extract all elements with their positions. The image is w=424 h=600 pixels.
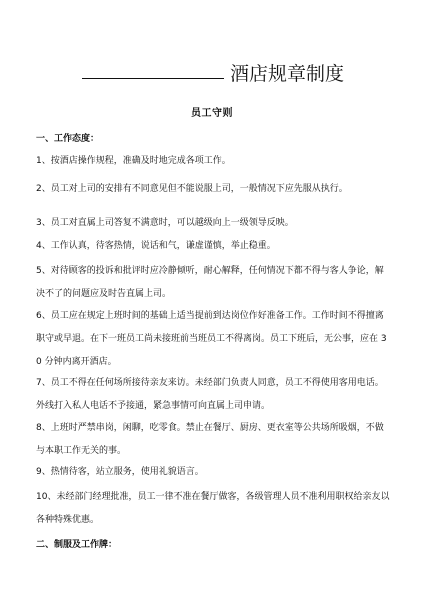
rule-item-2: 2、员工对上司的安排有不同意见但不能说服上司，一般情况下应先服从执行。 [36, 184, 348, 194]
page-title: 酒店规章制度 [230, 63, 345, 85]
rule-item-9: 9、热情待客，站立服务，使用礼貌语言。 [36, 467, 204, 477]
document-subtitle: 员工守则 [191, 108, 233, 119]
section-heading-uniform: 二、制服及工作牌： [36, 540, 118, 550]
rule-item-5: 5、对待顾客的投诉和批评时应冷静倾听，耐心解释，任何情况下都不得与客人争论，解决不了的问题应及时告直属上司。 [36, 266, 384, 299]
title-blank-underline [82, 77, 224, 79]
section-heading-work-attitude: 一、工作态度： [36, 134, 100, 144]
rule-item-7: 7、员工不得在任何场所接待亲友来访。未经部门负责人同意，员工不得使用客用电话。外线打入私人电话不予接通，紧急事情可向直属上司申请。 [36, 378, 384, 411]
rule-item-4: 4、工作认真，待客热情，说话和气，谦虚谨慎，举止稳重。 [36, 241, 276, 251]
rule-item-6: 6、员工应在规定上班时间的基础上适当提前到达岗位作好准备工作。工作时间不得擅离职守或早退。在下一班员工尚未接班前当班员工不得离岗。员工下班后，无公事，应在 30 分钟内离开酒店。 [36, 311, 387, 367]
rule-item-3: 3、员工对直属上司答复不满意时，可以越级向上一级领导反映。 [36, 218, 294, 228]
title-row [82, 56, 382, 86]
rule-item-1: 1、按酒店操作规程，准确及时地完成各项工作。 [36, 156, 231, 166]
rule-item-10: 10、未经部门经理批准，员工一律不准在餐厅做客，各级管理人员不准利用职权给亲友以各种特殊优惠。 [36, 492, 390, 525]
rule-item-8: 8、上班时严禁串岗，闲聊，吃零食。禁止在餐厅、厨房、更衣室等公共场所吸烟，不做与本职工作无关的事。 [36, 423, 384, 456]
